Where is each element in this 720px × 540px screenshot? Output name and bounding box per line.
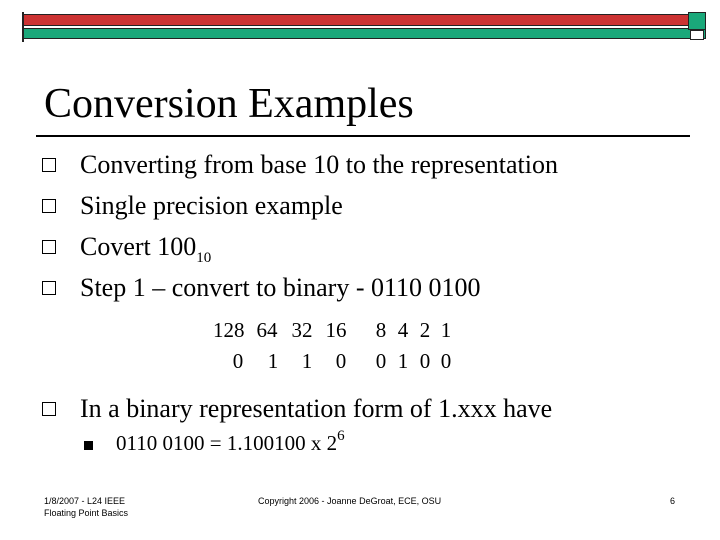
bit-value: 1 [397, 349, 409, 373]
bit-value: 1 [267, 349, 279, 373]
bit-value: 0 [440, 349, 452, 373]
bullet-3-main: Covert 100 [80, 232, 197, 261]
bit-value: 0 [232, 349, 244, 373]
top-red-bar [22, 14, 706, 26]
top-green-bar [22, 28, 706, 39]
footer-lecture-title: Floating Point Basics [44, 508, 129, 518]
bullet-5-text: In a binary representation form of 1.xxx have [80, 394, 553, 423]
place-value: 128 [213, 318, 245, 342]
corner-green-square [688, 12, 706, 30]
sub-bullet-text [116, 430, 345, 459]
place-value: 8 [375, 318, 387, 342]
bit-value: 1 [301, 349, 313, 373]
slide-title: Conversion Examples [44, 81, 414, 127]
bullet-2-text: Single precision example [80, 191, 343, 220]
place-value: 1 [440, 318, 452, 342]
hollow-square-bullet-icon [42, 402, 56, 416]
title-underline [36, 135, 690, 137]
bullet-1-text: Converting from base 10 to the representation [80, 150, 558, 179]
hollow-square-bullet-icon [42, 199, 56, 213]
place-value: 2 [419, 318, 431, 342]
bullet-3-text [80, 232, 211, 266]
bullet-4-text: Step 1 – convert to binary - 0110 0100 [80, 273, 481, 302]
bit-value: 0 [419, 349, 431, 373]
hollow-square-bullet-icon [42, 281, 56, 295]
place-value: 4 [397, 318, 409, 342]
place-value: 32 [291, 318, 313, 342]
footer-page-number: 6 [670, 496, 676, 506]
exponent-superscript: 6 [337, 428, 345, 444]
hollow-square-bullet-icon [42, 158, 56, 172]
bit-value: 0 [375, 349, 387, 373]
base-subscript: 10 [196, 250, 212, 266]
place-value: 16 [325, 318, 347, 342]
footer-date-lecture: 1/8/2007 - L24 IEEE [44, 496, 126, 506]
hollow-square-bullet-icon [42, 240, 56, 254]
filled-square-bullet-icon [84, 441, 93, 450]
bit-value: 0 [335, 349, 347, 373]
left-bar-edge [22, 12, 24, 42]
footer-copyright: Copyright 2006 - Joanne DeGroat, ECE, OSU [258, 496, 442, 506]
place-value: 64 [256, 318, 278, 342]
sub-bullet-main: 0110 0100 = 1.100100 x 2 [116, 431, 338, 455]
corner-white-square [690, 30, 704, 40]
